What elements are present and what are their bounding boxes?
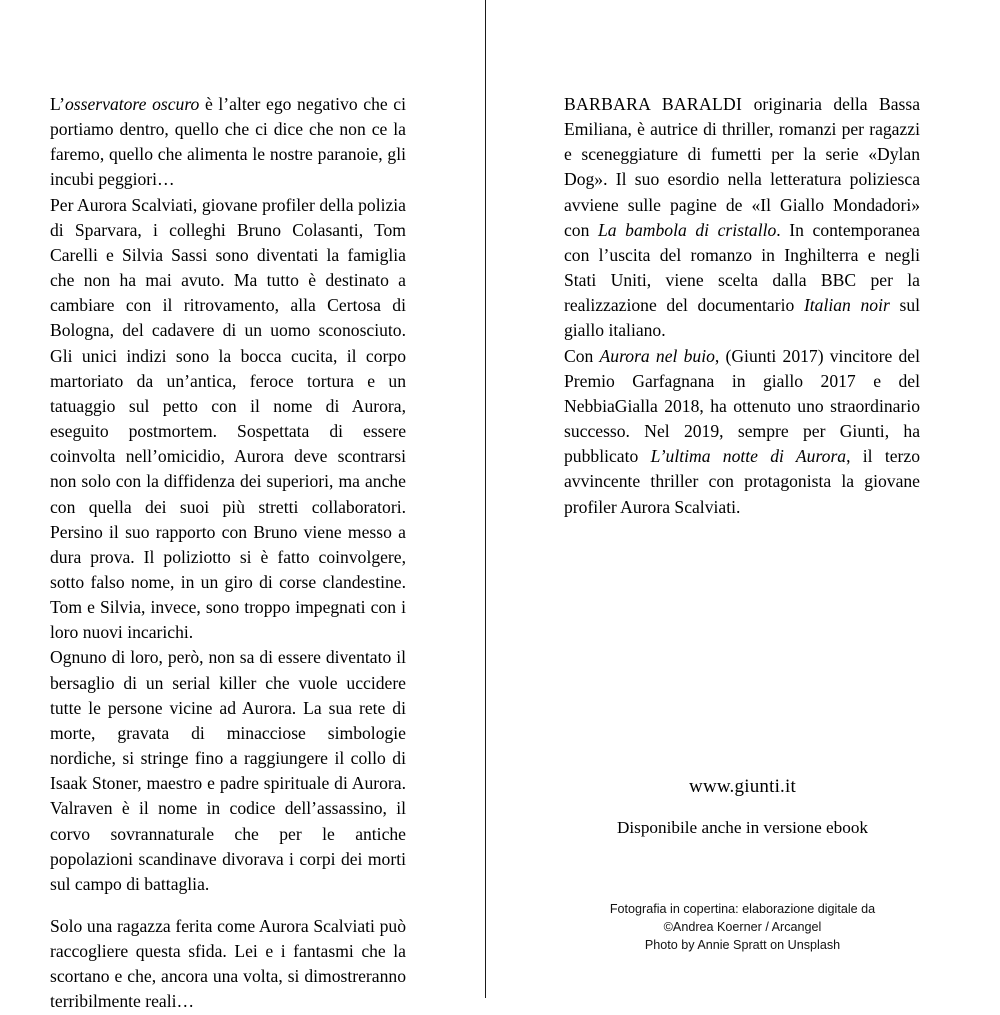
body-text: originaria della Bassa Emiliana, è autrice di thriller, romanzi per ragazzi e sceneggiature di fumetti per la serie «Dylan Dog». Il suo esordio nella letteratura poliziesca avviene sulle pagine de «Il Giallo Mondadori» con [564, 94, 920, 240]
blurb-paragraph [50, 193, 406, 646]
blurb-paragraph [50, 914, 406, 1015]
blurb-paragraph [50, 92, 406, 193]
italic-title-text: La bambola di cristallo [598, 219, 777, 240]
credit-line: Photo by Annie Spratt on Unsplash [644, 937, 841, 952]
body-text: L’ [50, 94, 65, 114]
italic-title-text: Italian noir [803, 295, 890, 316]
body-text: sul giallo italiano. [564, 295, 920, 341]
body-text: Solo una ragazza ferita come Aurora Scalviati può raccogliere questa sfida. Lei e i fantasmi che la scortano e che, ancora una volta, si dimostreranno terribilmente reali… [50, 916, 406, 1012]
author-bio-page [485, 0, 999, 998]
credit-line: Fotografia in copertina: elaborazione digitale da [609, 902, 876, 916]
italic-title-text: Aurora nel buio [599, 345, 715, 366]
cover-photo-credits [486, 901, 999, 955]
body-text: . In contemporanea con l’uscita del romanzo in Inghilterra e negli Stati Uniti, viene scelta dalla BBC per la realizzazione del documentario [564, 219, 920, 316]
body-text: , il terzo avvincente thriller con protagonista la giovane profiler Aurora Scalviati. [564, 446, 920, 517]
bio-text-block [564, 92, 920, 520]
publisher-website[interactable]: www.giunti.it [689, 776, 796, 797]
blurb-text-block [50, 92, 406, 1015]
back-cover-blurb-page [0, 0, 486, 1012]
credit-line: ©Andrea Koerner / Arcangel [663, 919, 822, 934]
ebook-availability-note: Disponibile anche in versione ebook [616, 818, 869, 837]
body-text: Per Aurora Scalviati, giovane profiler della polizia di Sparvara, i colleghi Bruno Colasanti, Tom Carelli e Silvia Sassi sono diventati la famiglia che non ha mai avuto. Ma tutto è destinato a cambiare con il ritrovamento, alla Certosa di Bologna, del cadavere di un uomo sconosciuto. Gli unici indizi sono la bocca cucita, il corpo martoriato da un’antica, feroce tortura e un tatuaggio sul petto con il nome di Aurora, eseguito postmortem. Sospettata di essere coinvolta nell’omicidio, Aurora deve scontrarsi non solo con la diffidenza dei superiori, ma anche con quella dei suoi più stretti collaboratori. Persino il suo rapporto con Bruno viene messo a dura prova. Il poliziotto si è fatto coinvolgere, sotto falso nome, in un giro di corse clandestine. Tom e Silvia, invece, sono troppo impegnati con i loro nuovi incarichi. [50, 194, 406, 643]
body-text: Ognuno di loro, però, non sa di essere diventato il bersaglio di un serial killer che vuole uccidere tutte le persone vicine ad Aurora. La sua rete di morte, gravata di minacciose simbologie nordiche, si stringe fino a raggiungere il collo di Isaak Stoner, maestro e padre spirituale di Aurora. Valraven è il nome in codice dell’assassino, il corvo sovrannaturale che per le antiche popolazioni scandinave divorava i corpi dei morti sul campo di battaglia. [50, 647, 406, 894]
body-text: Con [564, 345, 600, 366]
italic-title-text: L’ultima notte di Aurora [650, 446, 847, 467]
blurb-paragraph [50, 645, 406, 897]
author-name: BARBARA BARALDI [564, 94, 743, 114]
italic-title-text: osservatore oscuro [65, 94, 200, 114]
body-text: , (Giunti 2017) vincitore del Premio Garfagnana in giallo 2017 e del NebbiaGialla 2018, ha ottenuto uno straordinario successo. Nel 2019, sempre per Giunti, ha pubblicato [564, 345, 920, 467]
bio-paragraph [564, 92, 920, 344]
bio-paragraph [564, 344, 920, 520]
body-text: è l’alter ego negativo che ci portiamo dentro, quello che ci dice che non ce la faremo, quello che alimenta le nostre paranoie, gli incubi peggiori… [50, 94, 407, 190]
